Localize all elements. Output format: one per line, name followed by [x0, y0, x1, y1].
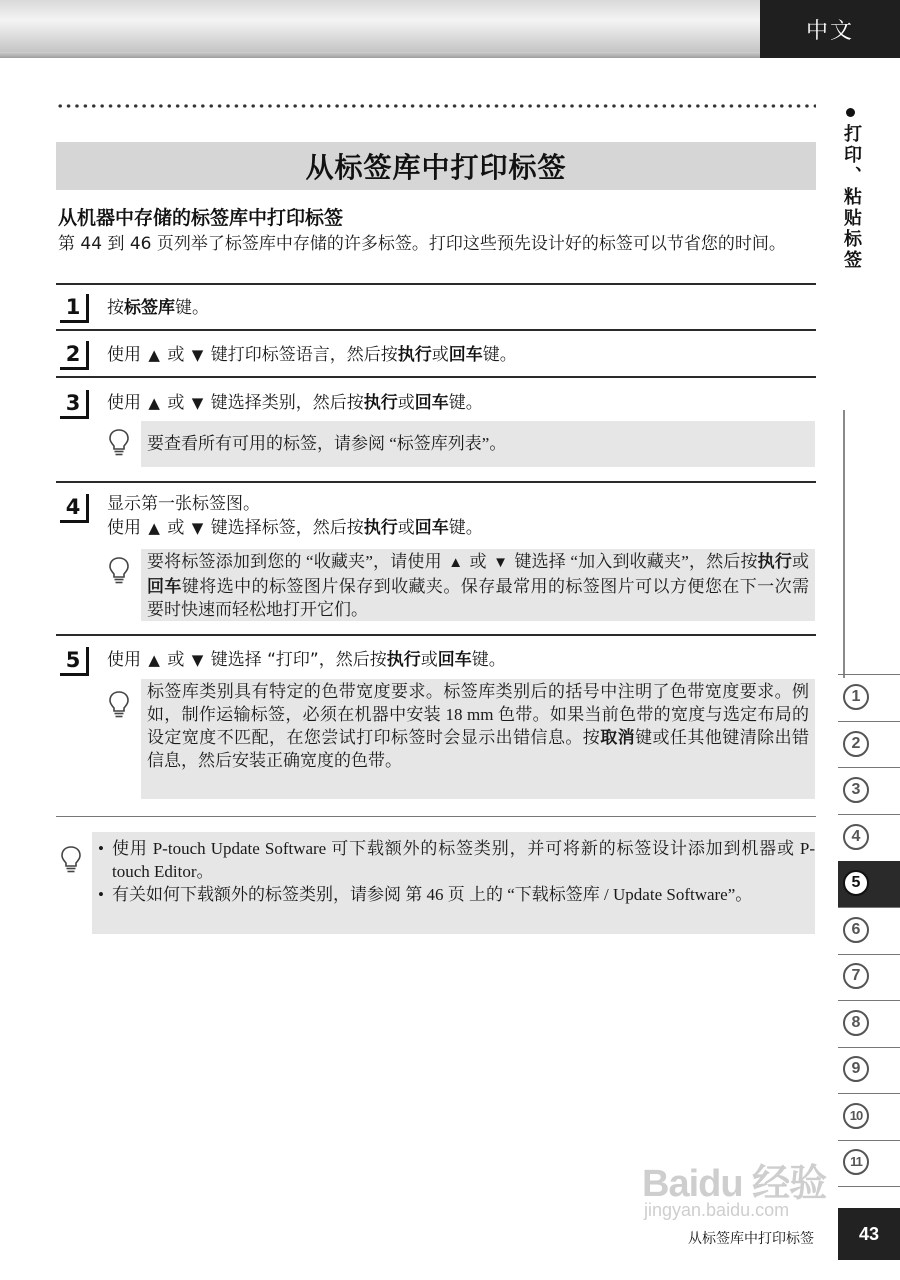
up-arrow-icon: ▲: [148, 346, 160, 364]
step-number: 2: [60, 341, 89, 370]
tab-divider: [838, 907, 900, 908]
step-4-line1: 显示第一张标签图。: [107, 494, 260, 514]
watermark-site: jingyan.baidu.com: [644, 1200, 790, 1220]
chapter-tab-4[interactable]: 4: [843, 824, 869, 850]
step-divider: [56, 634, 816, 636]
tip-bulb-icon: [108, 556, 130, 586]
step-2-text: 使用 ▲ 或 ▼ 键打印标签语言，然后按执行或回车键。: [107, 343, 517, 368]
page-title: 从标签库中打印标签: [56, 142, 816, 190]
step-4-text: 使用 ▲ 或 ▼ 键选择标签，然后按执行或回车键。: [107, 516, 483, 541]
up-arrow-icon: ▲: [448, 555, 464, 571]
tab-divider: [838, 1047, 900, 1048]
step-number: 1: [60, 294, 89, 323]
tip-item: • 有关如何下载额外的标签类别，请参阅 第 46 页 上的 “下载标签库 / Update Software”。: [96, 883, 815, 906]
up-arrow-icon: ▲: [148, 394, 160, 412]
up-arrow-icon: ▲: [148, 651, 160, 669]
tab-divider: [838, 767, 900, 768]
chapter-tab-5[interactable]: 5: [843, 870, 869, 896]
step-3-tip: 要查看所有可用的标签，请参阅 “标签库列表”。: [141, 421, 815, 467]
section-title: 从机器中存储的标签库中打印标签: [58, 207, 344, 229]
tip-bulb-icon: [108, 690, 130, 720]
up-arrow-icon: ▲: [148, 519, 160, 537]
chapter-side-label: 打印、粘贴标签: [841, 124, 862, 271]
chapter-tab-7[interactable]: 7: [843, 963, 869, 989]
tip-bulb-icon: [60, 845, 82, 875]
step-number: 4: [60, 494, 89, 523]
header-band: [0, 0, 760, 58]
chapter-tab-3[interactable]: 3: [843, 777, 869, 803]
tip-bulb-icon: [108, 428, 130, 458]
side-bullet-icon: [846, 108, 855, 117]
baidu-watermark: [636, 1150, 846, 1230]
step-5-tip: 标签库类别具有特定的色带宽度要求。标签库类别后的括号中注明了色带宽度要求。例如，制作运输标签，必须在机器中安装 18 mm 色带。如果当前色带的宽度与选定布局的设定宽度不匹配，在您尝试打印标签时会显示出错信息。按取消键或任其他键清除出错信息，然后安装正确宽度的色带。: [141, 679, 815, 799]
watermark-brand: Baidu 经验: [642, 1163, 827, 1205]
tab-divider: [838, 674, 900, 675]
step-divider: [56, 481, 816, 483]
tip-item: • 使用 P-touch Update Software 可下载额外的标签类别，并可将新的标签设计添加到机器或 P-touch Editor。: [96, 837, 815, 883]
tab-divider: [838, 1186, 900, 1187]
step-4-tip: 要将标签添加到您的 “收藏夹”，请使用 ▲ 或 ▼ 键选择 “加入到收藏夹”，然后按执行或回车键将选中的标签图片保存到收藏夹。保存最常用的标签图片可以方便您在下一次需要时快速而轻松地打开它们。: [141, 549, 815, 621]
down-arrow-icon: ▼: [191, 651, 204, 669]
chapter-tab-6[interactable]: 6: [843, 917, 869, 943]
step-number: 5: [60, 647, 89, 676]
step-divider: [56, 376, 816, 378]
down-arrow-icon: ▼: [493, 555, 508, 571]
chapter-tab-2[interactable]: 2: [843, 731, 869, 757]
general-tips: [92, 832, 815, 934]
step-divider: [56, 329, 816, 331]
step-3-text: 使用 ▲ 或 ▼ 键选择类别，然后按执行或回车键。: [107, 391, 483, 416]
down-arrow-icon: ▼: [191, 519, 204, 537]
chapter-tab-10[interactable]: 10: [843, 1103, 869, 1129]
dotted-divider: [56, 103, 816, 109]
tab-divider: [838, 814, 900, 815]
tab-divider: [838, 1093, 900, 1094]
step-5-text: 使用 ▲ 或 ▼ 键选择 “打印”，然后按执行或回车键。: [107, 648, 506, 673]
tab-divider: [838, 721, 900, 722]
section-intro: 第 44 到 46 页列举了标签库中存储的许多标签。打印这些预先设计好的标签可以节省您的时间。: [58, 234, 786, 254]
footer-title: 从标签库中打印标签: [688, 1231, 814, 1247]
step-number: 3: [60, 390, 89, 419]
chapter-tab-1[interactable]: 1: [843, 684, 869, 710]
side-divider: [843, 410, 845, 678]
tab-divider: [838, 1140, 900, 1141]
step-1-text: 按标签库键。: [107, 298, 209, 318]
down-arrow-icon: ▼: [191, 346, 204, 364]
tab-divider: [838, 954, 900, 955]
step-divider: [56, 283, 816, 285]
chapter-tab-8[interactable]: 8: [843, 1010, 869, 1036]
down-arrow-icon: ▼: [191, 394, 204, 412]
chapter-tab-11[interactable]: 11: [843, 1149, 869, 1175]
chapter-tab-9[interactable]: 9: [843, 1056, 869, 1082]
language-tab: 中文: [760, 0, 900, 58]
tab-divider: [838, 1000, 900, 1001]
tips-divider: [56, 816, 816, 817]
page-number: 43: [838, 1208, 900, 1260]
